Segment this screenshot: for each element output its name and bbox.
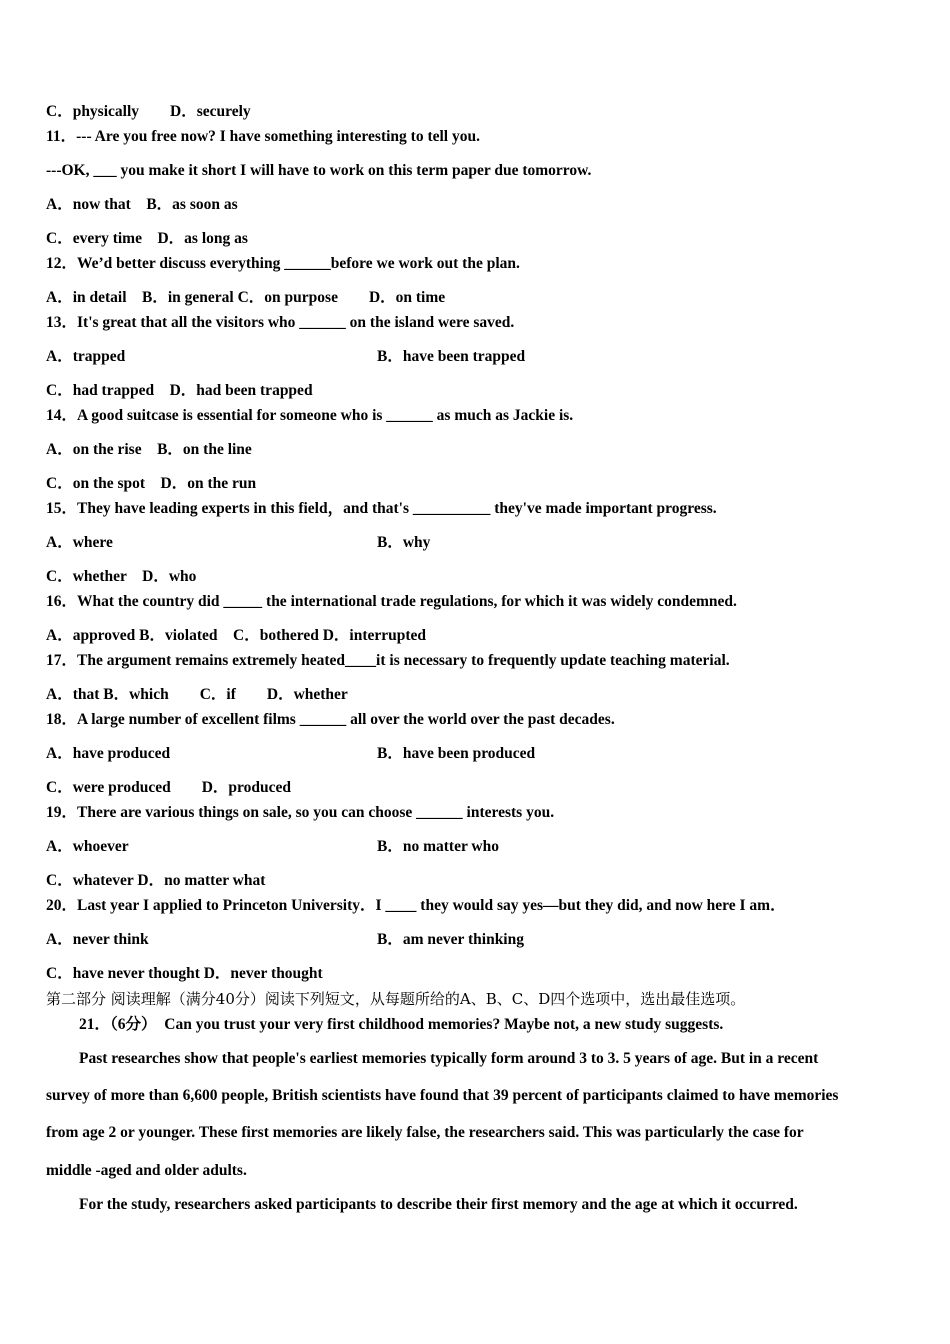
q13-option-b: B．have been trapped [377,348,526,365]
q15-option-a: A．where [46,534,113,551]
q19-option-a: A．whoever [46,838,129,855]
passage-line-4: middle -aged and older adults. [46,1162,247,1179]
q13-options-cd: C．had trapped D．had been trapped [46,382,313,399]
q16-options: A．approved B．violated C．bothered D．interrupted [46,627,427,644]
passage-line-1: Past researches show that people's earliest memories typically form around 3 to 3. 5 years of age. But in a recent [79,1050,819,1067]
q15-stem: 15．They have leading experts in this field，and that's __________ they've made important progress. [46,500,717,517]
q18-stem: 18．A large number of excellent films ______ all over the world over the past decades. [46,711,615,728]
q20-options-cd: C．have never thought D．never thought [46,965,323,982]
passage-line-2: survey of more than 6,600 people, British scientists have found that 39 percent of participants claimed to have memories [46,1087,839,1104]
q20-option-b: B．am never thinking [377,931,524,948]
q18-option-a: A．have produced [46,745,171,762]
q14-options-cd: C．on the spot D．on the run [46,475,257,492]
q20-stem: 20．Last year I applied to Princeton University．I ____ they would say yes—but they did, and now here I am． [46,897,786,914]
q18-options-cd: C．were produced D．produced [46,779,291,796]
q17-stem: 17．The argument remains extremely heated____it is necessary to frequently update teaching material. [46,652,730,669]
q19-stem: 19．There are various things on sale, so you can choose ______ interests you. [46,804,555,821]
q12-stem: 12．We’d better discuss everything ______before we work out the plan. [46,255,520,272]
q19-option-b: B．no matter who [377,838,499,855]
q11-stem: 11．--- Are you free now? I have something interesting to tell you. [46,128,480,145]
q19-options-cd: C．whatever D．no matter what [46,872,266,889]
q12-options: A．in detail B．in general C．on purpose D．on time [46,289,446,306]
q15-option-b: B．why [377,534,431,551]
q18-option-b: B．have been produced [377,745,536,762]
q11-stem-line2: ---OK, ___ you make it short I will have to work on this term paper due tomorrow. [46,162,592,179]
q21-intro: 21．（6分） Can you trust your very first childhood memories? Maybe not, a new study suggests. [79,1016,724,1033]
q11-options-cd: C．every time D．as long as [46,230,248,247]
passage-line-3: from age 2 or younger. These first memories are likely false, the researchers said. This was particularly the case for [46,1124,804,1141]
q14-stem: 14．A good suitcase is essential for someone who is ______ as much as Jackie is. [46,407,574,424]
q10-options-cd: C．physically D．securely [46,103,251,120]
q17-options: A．that B．which C．if D．whether [46,686,348,703]
q14-options-ab: A．on the rise B．on the line [46,441,252,458]
q11-options-ab: A．now that B．as soon as [46,196,238,213]
section-heading: 第二部分 阅读理解（满分40分）阅读下列短文，从每题所给的A、B、C、D四个选项中，选出最佳选项。 [46,990,746,1008]
q16-stem: 16．What the country did _____ the international trade regulations, for which it was widely condemned. [46,593,737,610]
q13-stem: 13．It's great that all the visitors who ______ on the island were saved. [46,314,515,331]
q13-option-a: A．trapped [46,348,126,365]
passage-line-5: For the study, researchers asked participants to describe their first memory and the age at which it occurred. [79,1196,798,1213]
q20-option-a: A．never think [46,931,149,948]
q15-options-cd: C．whether D．who [46,568,197,585]
